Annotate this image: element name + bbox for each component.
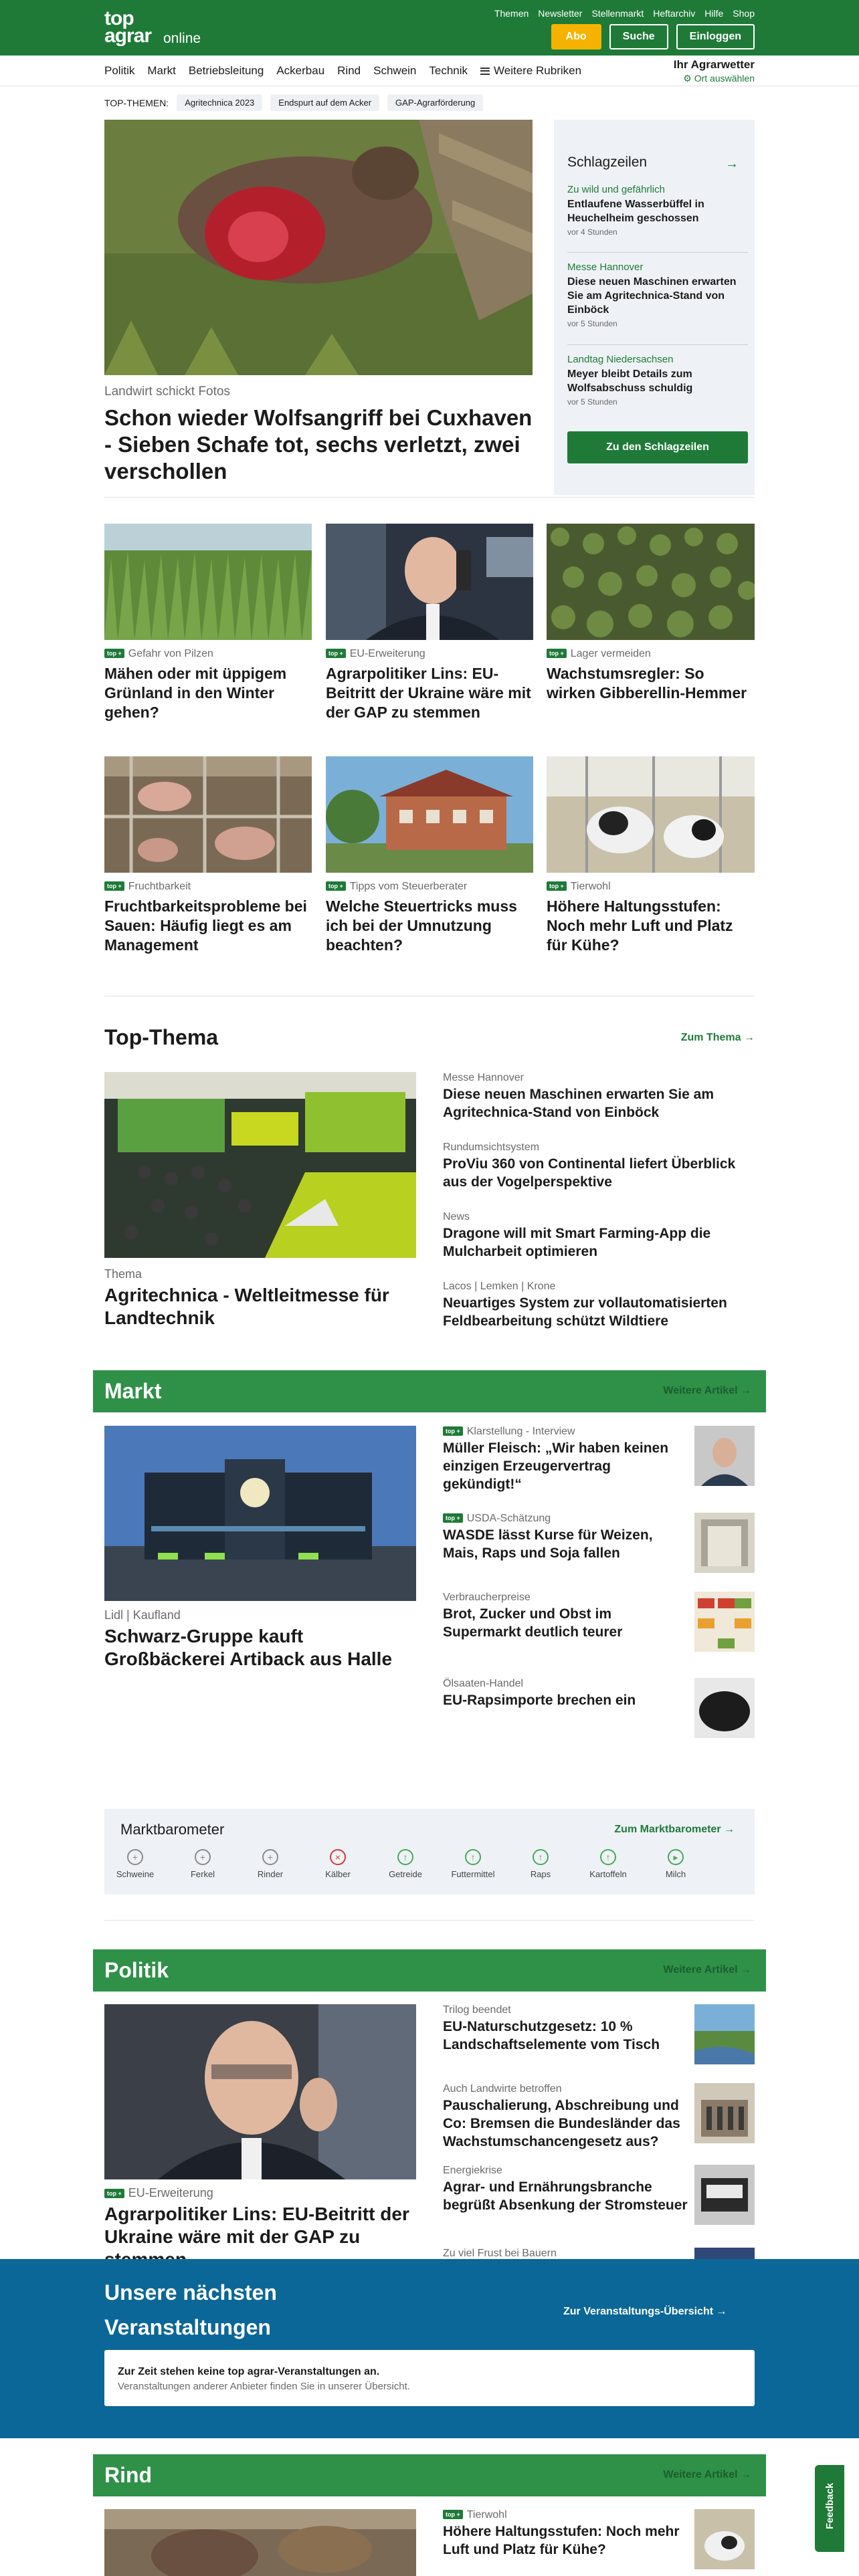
lead-kicker: Landwirt schickt Fotos — [104, 385, 230, 399]
top-thema-chip-agritechnica[interactable]: Agritechnica 2023 — [177, 94, 262, 111]
barometer-item-label: Futtermittel — [451, 1869, 495, 1879]
trend-icon: ↑ — [465, 1849, 481, 1865]
top-link-newsletter[interactable]: Newsletter — [538, 8, 583, 19]
top-thema-chip-endspurt[interactable]: Endspurt auf dem Acker — [270, 94, 379, 111]
nav-markt[interactable]: Markt — [147, 64, 176, 77]
markt-item[interactable] — [443, 1426, 690, 1493]
markt-section-title: Markt — [104, 1379, 162, 1403]
top-themen-bar — [104, 94, 483, 111]
trend-icon: × — [330, 1849, 346, 1865]
nav-rind[interactable]: Rind — [337, 64, 361, 77]
politik-item-kicker: Trilog beendet — [443, 2004, 511, 2016]
barometer-item-label: Rinder — [257, 1869, 284, 1879]
trend-icon: + — [195, 1849, 211, 1865]
card-kicker: Gefahr von Pilzen — [128, 648, 213, 659]
logo-online: online — [163, 31, 201, 46]
barometer-item-kartoffeln[interactable] — [581, 1849, 635, 1879]
nav-schwein[interactable]: Schwein — [373, 64, 417, 77]
schlagzeilen-arrow-icon[interactable]: → — [725, 156, 739, 171]
schlagzeile-kicker: Zu wild und gefährlich — [567, 184, 665, 195]
topthema-item-kicker: Rundumsichtsystem — [443, 1142, 540, 1153]
top-header — [0, 0, 859, 56]
marktbarometer — [104, 1809, 755, 1895]
topthema-main-kicker: Thema — [104, 1267, 142, 1281]
card-kicker-wrap — [104, 881, 312, 893]
topthema-item[interactable] — [443, 1281, 755, 1330]
topthema-main-headline-link[interactable] — [104, 1284, 416, 1329]
card-image[interactable] — [547, 524, 755, 640]
arrow-right-icon: → — [741, 1964, 751, 1975]
top-plus-badge: top + — [326, 881, 346, 891]
card-headline-link[interactable] — [104, 897, 312, 955]
lead-image[interactable] — [104, 120, 533, 375]
trend-icon: + — [127, 1849, 143, 1865]
barometer-item-label: Schweine — [116, 1869, 155, 1879]
events-section — [0, 2259, 859, 2438]
logo-top: top — [104, 7, 134, 29]
divider — [567, 344, 748, 345]
card-headline: Welche Steuertricks muss ich bei der Umnutzung beachten? — [326, 897, 517, 954]
divider — [104, 1920, 755, 1921]
top-plus-badge: top + — [443, 2510, 463, 2519]
schlagzeile-title: Entlaufene Wasserbüffel in Heuchelheim geschossen — [567, 199, 704, 224]
politik-item-kicker: Auch Landwirte betroffen — [443, 2083, 562, 2095]
topthema-item[interactable] — [443, 1072, 755, 1121]
topthema-main-headline: Agritechnica - Weltleitmesse für Landtechnik — [104, 1285, 389, 1328]
topthema-item-title: ProViu 360 von Continental liefert Überblick aus der Vogelperspektive — [443, 1156, 736, 1190]
top-plus-badge: top + — [104, 2189, 124, 2198]
rind-more-link[interactable] — [663, 2469, 751, 2481]
markt-item-title: Brot, Zucker und Obst im Supermarkt deutlich teurer — [443, 1606, 623, 1640]
card-kicker-wrap — [326, 648, 533, 660]
schlagzeile-kicker: Messe Hannover — [567, 261, 644, 273]
schlagzeile-item[interactable] — [567, 261, 748, 328]
barometer-item-ferkel[interactable] — [176, 1849, 229, 1879]
rind-section-bar — [93, 2454, 766, 2496]
top-plus-badge: top + — [443, 1513, 463, 1523]
main-nav — [0, 56, 859, 86]
card-headline: Mähen oder mit üppigem Grünland in den Winter gehen? — [104, 665, 287, 721]
events-box — [104, 2350, 755, 2406]
rind-item-kicker-wrap — [443, 2509, 690, 2521]
politik-item-thumb[interactable] — [694, 2004, 755, 2064]
top-link-heftarchiv[interactable]: Heftarchiv — [653, 8, 696, 19]
site-logo[interactable] — [104, 9, 218, 47]
topthema-item-title: Dragone will mit Smart Farming-App die Mulcharbeit optimieren — [443, 1226, 711, 1259]
barometer-item-futtermittel[interactable] — [446, 1849, 500, 1879]
politik-item-thumb[interactable] — [694, 2165, 755, 2225]
arrow-right-icon: → — [741, 1385, 751, 1396]
card-headline-link[interactable] — [104, 664, 312, 722]
login-button[interactable]: Einloggen — [676, 24, 755, 49]
topthema-image[interactable] — [104, 1072, 416, 1258]
politik-main-image[interactable] — [104, 2004, 416, 2179]
markt-item[interactable] — [443, 1513, 690, 1562]
markt-more-label: Weitere Artikel — [663, 1385, 738, 1396]
markt-item-thumb[interactable] — [694, 1513, 755, 1573]
search-button[interactable]: Suche — [609, 24, 668, 49]
politik-item-title: EU-Naturschutzgesetz: 10 % Landschaftselemente vom Tisch — [443, 2019, 660, 2052]
card-headline: Höhere Haltungsstufen: Noch mehr Luft und Platz für Kühe? — [547, 897, 733, 954]
politik-item-thumb[interactable] — [694, 2083, 755, 2143]
top-plus-badge: top + — [443, 1426, 463, 1436]
agrarwetter[interactable] — [674, 58, 755, 84]
schlagzeile-kicker: Landtag Niedersachsen — [567, 354, 674, 365]
trend-icon: ▸ — [668, 1849, 684, 1865]
top-link-stellenmarkt[interactable]: Stellenmarkt — [591, 8, 644, 19]
card-headline: Fruchtbarkeitsprobleme bei Sauen: Häufig liegt es am Management — [104, 897, 307, 954]
rind-section-title: Rind — [104, 2463, 153, 2487]
topthema-item-title: Diese neuen Maschinen erwarten Sie am Agritechnica-Stand von Einböck — [443, 1087, 714, 1120]
card-image[interactable] — [326, 524, 533, 640]
barometer-item-label: Getreide — [389, 1869, 422, 1879]
markt-main-headline-link[interactable] — [104, 1625, 416, 1671]
events-box-title: Zur Zeit stehen keine top agrar-Veranstaltungen an. — [118, 2366, 380, 2377]
abo-button[interactable]: Abo — [551, 24, 601, 49]
arrow-right-icon: → — [741, 2469, 751, 2480]
arrow-right-icon: → — [744, 1032, 755, 1043]
barometer-item-label: Kartoffeln — [589, 1869, 627, 1879]
agrarwetter-title: Ihr Agrarwetter — [673, 58, 755, 71]
nav-more-label: Weitere Rubriken — [494, 64, 582, 77]
markt-item-thumb[interactable] — [694, 1592, 755, 1652]
schlagzeile-title: Meyer bleibt Details zum Wolfsabschuss schuldig — [567, 368, 693, 394]
events-overview-link[interactable] — [563, 2306, 727, 2318]
trend-icon: + — [262, 1849, 278, 1865]
barometer-item-label: Raps — [530, 1869, 551, 1879]
nav-ackerbau[interactable]: Ackerbau — [276, 64, 325, 77]
markt-item-kicker: Ölsaaten-Handel — [443, 1678, 524, 1689]
hamburger-icon — [480, 68, 490, 75]
card-kicker-wrap — [547, 881, 755, 893]
barometer-item-raps[interactable] — [514, 1849, 567, 1879]
header-buttons — [551, 24, 755, 49]
lead-headline: Schon wieder Wolfsangriff bei Cuxhaven - Sieben Schafe tot, sechs verletzt, zwei verschollen — [104, 405, 533, 484]
politik-item-kicker: Zu viel Frust bei Bauern — [443, 2248, 557, 2259]
topthema-item-title: Neuartiges System zur vollautomatisierten Feldbearbeitung schützt Wildtiere — [443, 1295, 727, 1329]
card-headline-link[interactable] — [326, 897, 533, 955]
card-kicker: Tierwohl — [570, 881, 611, 892]
rind-item-thumb[interactable] — [694, 2509, 755, 2569]
topthema-title: Top-Thema — [104, 1025, 219, 1049]
politik-section-title: Politik — [104, 1958, 169, 1982]
logo-agrar: agrar — [104, 25, 152, 47]
card-kicker-wrap — [326, 881, 533, 893]
nav-betriebsleitung[interactable]: Betriebsleitung — [188, 64, 264, 77]
topthema-more-link[interactable] — [681, 1032, 755, 1044]
rind-more-label: Weitere Artikel — [663, 2469, 738, 2480]
topthema-item[interactable] — [443, 1211, 755, 1261]
trend-icon: ↑ — [397, 1849, 413, 1865]
card-kicker: Fruchtbarkeit — [128, 881, 191, 892]
nav-more-rubriken[interactable] — [480, 64, 581, 78]
card-image[interactable] — [104, 524, 312, 640]
barometer-item-label: Ferkel — [190, 1869, 215, 1879]
schlagzeile-date: vor 4 Stunden — [567, 227, 617, 237]
schlagzeile-date: vor 5 Stunden — [567, 397, 617, 407]
schlagzeilen-title: Schlagzeilen — [567, 154, 648, 170]
markt-item-kicker: Verbraucherpreise — [443, 1592, 531, 1603]
politik-main-headline: Agrarpolitiker Lins: EU-Beitritt der Ukraine wäre mit der GAP zu — [104, 2204, 409, 2247]
card-image[interactable] — [326, 756, 533, 873]
card-headline-link[interactable] — [547, 897, 755, 955]
markt-main-image[interactable] — [104, 1426, 416, 1601]
markt-item-title: WASDE lässt Kurse für Weizen, Mais, Raps und Soja fallen — [443, 1527, 653, 1561]
card-image[interactable] — [104, 756, 312, 873]
card-image[interactable] — [547, 756, 755, 873]
schlagzeile-title: Diese neuen Maschinen erwarten Sie am Agritechnica-Stand von Einböck — [567, 276, 737, 316]
barometer-item-label: Milch — [665, 1869, 686, 1879]
top-link-shop[interactable]: Shop — [733, 8, 755, 19]
rind-item[interactable] — [443, 2509, 690, 2559]
card-headline: Agrarpolitiker Lins: EU-Beitritt der Ukraine wäre mit der GAP zu stemmen — [326, 665, 531, 721]
top-link-hilfe[interactable]: Hilfe — [704, 8, 724, 19]
markt-item-kicker: USDA-Schätzung — [466, 1513, 551, 1524]
markt-item-kicker-wrap — [443, 1426, 690, 1438]
topthema-item-kicker: News — [443, 1211, 470, 1222]
arrow-right-icon: → — [716, 2306, 727, 2317]
barometer-item-getreide[interactable] — [379, 1849, 432, 1879]
marktbarometer-title: Marktbarometer — [120, 1821, 225, 1838]
agrarwetter-location[interactable] — [674, 73, 755, 84]
schlagzeilen-button[interactable]: Zu den Schlagzeilen — [567, 431, 748, 463]
markt-item-kicker: Klarstellung - Interview — [466, 1426, 575, 1437]
divider — [104, 497, 755, 498]
arrow-right-icon: → — [724, 1824, 735, 1835]
politik-main-kicker-wrap — [104, 2186, 416, 2200]
events-overview-label: Zur Veranstaltungs-Übersicht — [563, 2306, 714, 2317]
events-title-line1: Unsere nächsten — [104, 2280, 277, 2304]
divider — [567, 252, 748, 253]
feedback-tab[interactable] — [815, 2465, 844, 2552]
markt-more-link[interactable] — [663, 1385, 751, 1397]
politik-item-title: Agrar- und Ernährungsbranche begrüßt Absenkung der Stromsteuer — [443, 2179, 688, 2213]
top-plus-badge: top + — [547, 881, 567, 891]
card-headline-link[interactable] — [547, 664, 755, 703]
card-headline: Wachstumsregler: So wirken Gibberellin-Hemmer — [547, 665, 747, 702]
location-icon: ⚙ — [683, 73, 692, 84]
politik-item[interactable] — [443, 2165, 690, 2214]
markt-item[interactable] — [443, 1592, 690, 1641]
markt-item-thumb[interactable] — [694, 1678, 755, 1738]
barometer-item-label: Kälber — [325, 1869, 351, 1879]
top-links — [494, 8, 755, 19]
top-plus-badge: top + — [326, 649, 346, 658]
events-title — [104, 2275, 277, 2345]
trend-icon: ↑ — [533, 1849, 549, 1865]
top-thema-chip-gap[interactable]: GAP-Agrarförderung — [387, 94, 483, 111]
politik-more-link[interactable] — [663, 1964, 751, 1976]
card-kicker: EU-Erweiterung — [349, 648, 425, 659]
card-kicker: Lager vermeiden — [570, 648, 651, 659]
markt-section-bar — [93, 1370, 766, 1412]
events-box-text: Veranstaltungen anderer Anbieter finden Sie in unserer Übersicht. — [118, 2381, 410, 2392]
schlagzeile-item[interactable] — [567, 354, 748, 407]
politik-section-bar — [93, 1949, 766, 1992]
schlagzeile-date: vor 5 Stunden — [567, 319, 617, 328]
politik-item-kicker: Energiekrise — [443, 2165, 502, 2176]
schlagzeile-item[interactable] — [567, 184, 748, 237]
markt-main-kicker: Lidl | Kaufland — [104, 1608, 181, 1622]
lead-headline-link[interactable] — [104, 405, 533, 485]
card-headline-link[interactable] — [326, 664, 533, 722]
feedback-label: Feedback — [824, 2482, 836, 2529]
topthema-item-kicker: Lacos | Lemken | Krone — [443, 1281, 556, 1292]
politik-more-label: Weitere Artikel — [663, 1964, 738, 1975]
markt-item-thumb[interactable] — [694, 1426, 755, 1486]
barometer-item-milch[interactable] — [649, 1849, 702, 1879]
topthema-item-kicker: Messe Hannover — [443, 1072, 524, 1083]
marktbarometer-link-label: Zum Marktbarometer — [614, 1824, 721, 1835]
politik-item[interactable] — [443, 2004, 690, 2054]
rind-main-image[interactable] — [104, 2509, 416, 2576]
card-kicker: Tipps vom Steuerberater — [349, 881, 468, 892]
markt-item-title: EU-Rapsimporte brechen ein — [443, 1693, 636, 1708]
barometer-item-rinder[interactable] — [244, 1849, 297, 1879]
markt-item-kicker-wrap — [443, 1513, 690, 1525]
top-plus-badge: top + — [104, 881, 124, 891]
markt-item[interactable] — [443, 1678, 690, 1709]
markt-main-headline: Schwarz-Gruppe kauft Großbäckerei Artiback aus Halle — [104, 1626, 393, 1669]
nav-technik[interactable]: Technik — [429, 64, 468, 77]
agrarwetter-location-label: Ort auswählen — [694, 73, 755, 84]
top-plus-badge: top + — [547, 649, 567, 658]
politik-main-kicker: EU-Erweiterung — [128, 2186, 213, 2199]
topthema-item[interactable] — [443, 1142, 755, 1191]
top-plus-badge: top + — [104, 649, 124, 658]
politik-item-title: Pauschalierung, Abschreibung und Co: Bremsen die Bundesländer das Wachstumschancengesetz aus? — [443, 2098, 680, 2149]
nav-politik[interactable]: Politik — [104, 64, 135, 77]
markt-item-title: Müller Fleisch: „Wir haben keinen einzigen Erzeugervertrag gekündigt!“ — [443, 1440, 669, 1492]
topthema-more-label: Zum Thema — [680, 1032, 741, 1043]
events-title-line2: Veranstaltungen — [104, 2315, 271, 2339]
barometer-item-schweine[interactable] — [108, 1849, 162, 1879]
barometer-item-kälber[interactable] — [311, 1849, 365, 1879]
top-link-themen[interactable]: Themen — [494, 8, 529, 19]
rind-item-kicker: Tierwohl — [466, 2509, 507, 2520]
marktbarometer-link[interactable] — [614, 1824, 735, 1836]
rind-item-title: Höhere Haltungsstufen: Noch mehr Luft und Platz für Kühe? — [443, 2524, 680, 2557]
top-themen-label: TOP-THEMEN: — [104, 97, 169, 108]
trend-icon: ↑ — [600, 1849, 616, 1865]
politik-item[interactable] — [443, 2083, 690, 2151]
card-kicker-wrap — [104, 648, 312, 660]
card-kicker-wrap — [547, 648, 755, 660]
schlagzeilen-box — [554, 120, 755, 495]
